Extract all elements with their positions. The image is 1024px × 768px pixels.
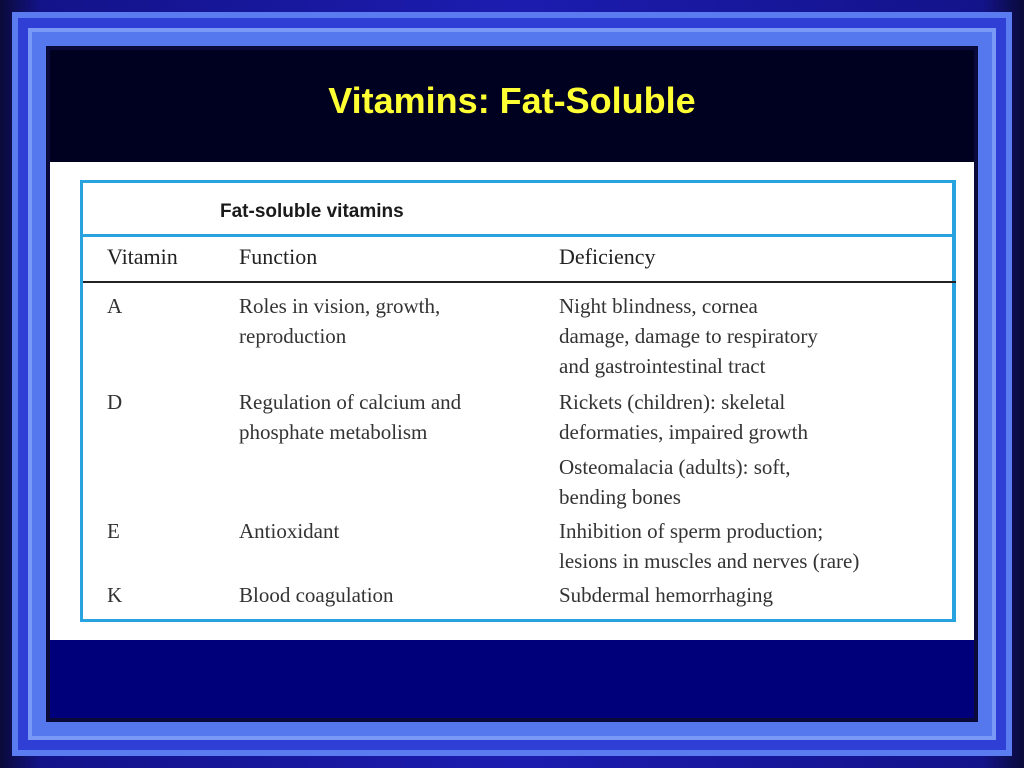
row-k-vitamin: K	[107, 583, 123, 607]
row-e-vitamin: E	[107, 519, 120, 543]
row-d-function: Regulation of calcium and phosphate metabolism	[239, 390, 462, 444]
row-d-vitamin: D	[107, 390, 123, 414]
slide-title: Vitamins: Fat-Soluble	[328, 80, 696, 121]
table-caption: Fat-soluble vitamins	[220, 201, 404, 222]
row-d-deficiency-children: Rickets (children): skeletal deformaties, impaired growth	[559, 390, 809, 444]
header-function: Function	[239, 244, 318, 269]
header-vitamin: Vitamin	[107, 244, 178, 269]
slide-panel	[46, 46, 978, 722]
header-divider	[83, 281, 956, 283]
bottom-band	[50, 640, 974, 722]
row-a-deficiency: Night blindness, cornea damage, damage to respiratory and gastrointestinal tract	[559, 294, 818, 378]
caption-divider	[83, 234, 956, 237]
row-a-function: Roles in vision, growth, reproduction	[239, 294, 441, 348]
row-e-function: Antioxidant	[239, 519, 340, 543]
row-k-function: Blood coagulation	[239, 583, 394, 607]
row-k-deficiency: Subdermal hemorrhaging	[559, 583, 774, 607]
vitamins-table	[80, 180, 956, 622]
content-area	[50, 162, 974, 640]
row-e-deficiency: Inhibition of sperm production; lesions in muscles and nerves (rare)	[559, 519, 860, 573]
row-d-deficiency-adults: Osteomalacia (adults): soft, bending bones	[559, 455, 791, 509]
header-deficiency: Deficiency	[559, 244, 656, 269]
title-band	[50, 50, 974, 162]
row-a-vitamin: A	[107, 294, 123, 318]
